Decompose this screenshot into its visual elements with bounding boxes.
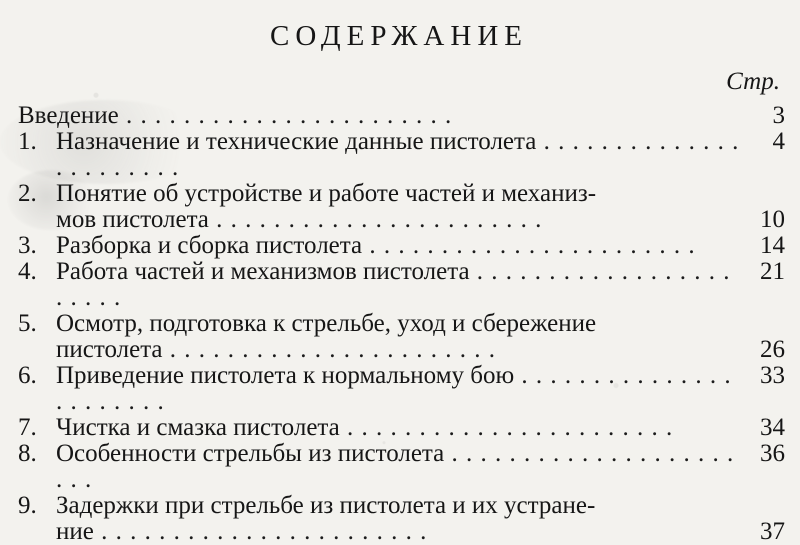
toc-entry-title: Особенности стрельбы из пистолета . . [56, 441, 742, 493]
toc-entry-page: 26 [760, 336, 785, 363]
toc-entry-number: 5. [18, 310, 37, 337]
toc-entry-title: Задержки при стрельбе из пистолета и их устране- ние . . [56, 493, 742, 545]
toc-entry-6 [18, 363, 786, 415]
toc-entry-number: 8. [18, 440, 37, 467]
toc-entry-title: Осмотр, подготовка к стрельбе, уход и сбережение пистолета . . [56, 311, 742, 363]
toc-entry-title: Назначение и технические данные пистолета . . [56, 129, 742, 181]
toc-entry-5 [18, 311, 786, 363]
toc-entry-page: 10 [760, 206, 785, 233]
toc-entry-number: 6. [18, 362, 37, 389]
toc-entry-8 [18, 441, 786, 493]
toc-entry-number: 9. [18, 492, 37, 519]
toc-entry-page: 4 [772, 128, 785, 155]
toc-entry-4 [18, 259, 786, 311]
toc-entry-page: 36 [760, 440, 785, 467]
toc-entry-page: 14 [760, 232, 785, 259]
toc-entry-title: Приведение пистолета к нормальному бою . . [56, 363, 742, 415]
toc-entry-title: Чистка и смазка пистолета . . [56, 415, 742, 441]
toc-entry-3 [18, 233, 786, 259]
toc-entry-page: 34 [760, 414, 785, 441]
toc-entry-page: 21 [760, 258, 785, 285]
toc-entry-title: Разборка и сборка пистолета . . [56, 233, 742, 259]
toc-entry-title: Понятие об устройстве и работе частей и механиз- мов пистолета . . [56, 181, 742, 233]
toc-entry-number: 3. [18, 232, 37, 259]
table-of-contents [18, 103, 786, 545]
toc-entry-introduction [18, 103, 786, 129]
toc-entry-number: 2. [18, 180, 37, 207]
toc-entry-page: 3 [772, 102, 785, 129]
page-column-label: Стр. [726, 68, 780, 95]
page-title: СОДЕРЖАНИЕ [270, 20, 528, 52]
toc-entry-7 [18, 415, 786, 441]
toc-entry-number: 7. [18, 414, 37, 441]
toc-entry-title: Введение . . [18, 103, 742, 129]
toc-entry-1 [18, 129, 786, 181]
toc-entry-page: 33 [760, 362, 785, 389]
toc-entry-number: 1. [18, 128, 37, 155]
toc-entry-number: 4. [18, 258, 37, 285]
toc-entry-title: Работа частей и механизмов пистолета . . [56, 259, 742, 311]
toc-entry-9 [18, 493, 786, 545]
toc-entry-page: 37 [760, 518, 785, 545]
toc-entry-2 [18, 181, 786, 233]
